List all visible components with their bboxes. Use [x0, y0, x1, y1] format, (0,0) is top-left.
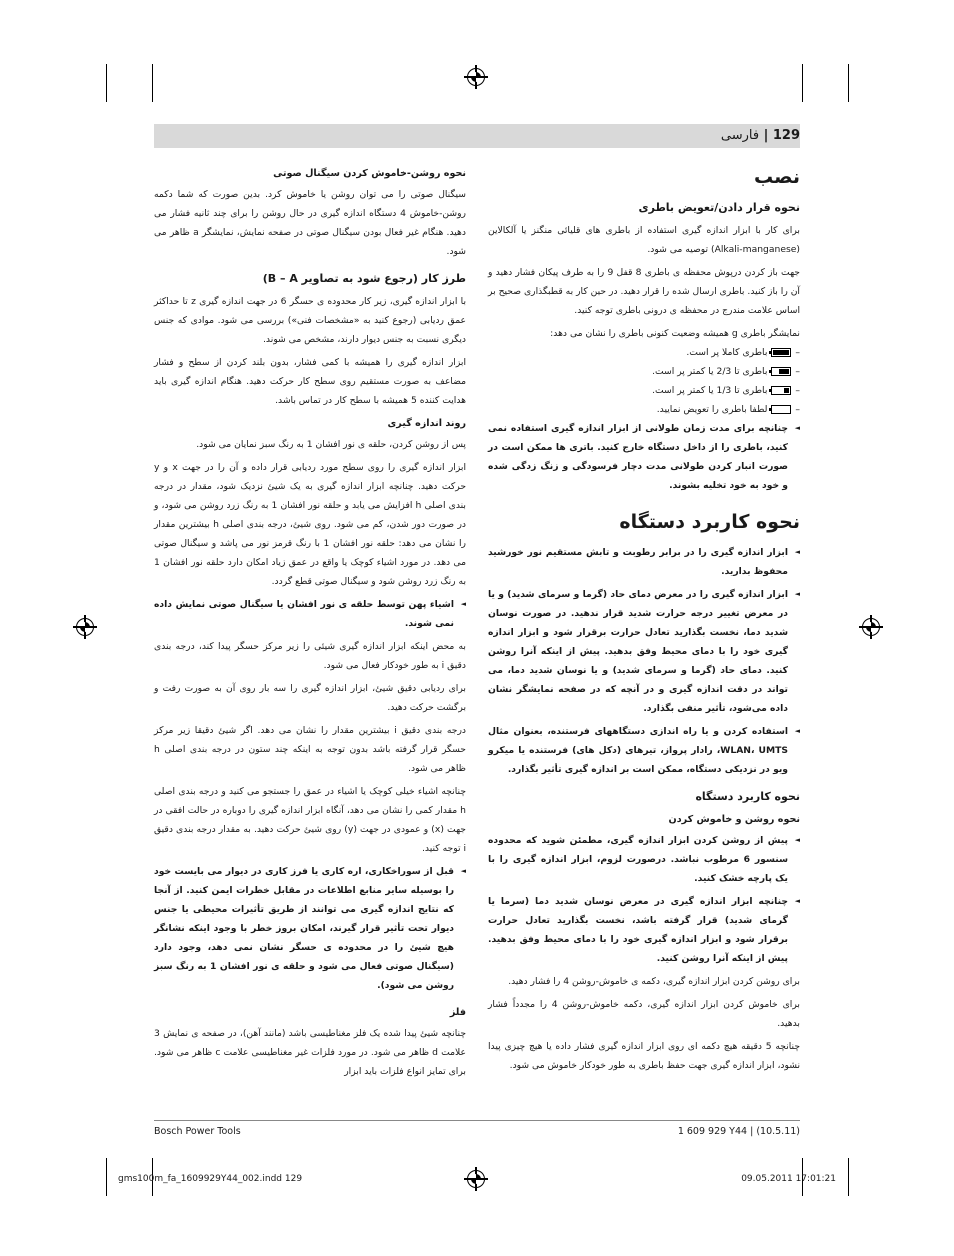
battery-status-label: لطفا باطری را تعویض نمایید. — [656, 404, 768, 415]
print-slug-file: gms100m_fa_1609929Y44_002.indd 129 — [118, 1174, 303, 1184]
paragraph: سیگنال صوتی را می توان روشن یا خاموش کرد. بدین صورت که شما دکمه روشن-خاموش 4 دستگاه اندازه گیری در حال روشن را برای چند ثانیه فشار می دهید. هنگام غیر فعال بودن سیگنال صوتی در صفحه نمایش، نمایشگر a ظاهر می شود. — [154, 189, 466, 257]
left-column — [154, 160, 466, 1085]
paragraph: چنانچه 5 دقیقه هیچ دکمه ای روی ابزار اندازه گیری فشار داده یا هیچ چیزی پیدا نشود، ابزار اندازه گیری جهت حفظ باطری به طور خودکار خاموش می شود. — [488, 1041, 800, 1071]
battery-icon — [771, 405, 791, 414]
paragraph: با ابزار اندازه گیری، زیر کار محدوده ی حسگر 6 در جهت اندازه گیری z تا حداکثر عمق ردیابی (رجوع کنید به «مشخصات فنی») بررسی می شود. موادی که جنس دیگری نسبت به جنس دیوار دارند، مشخص می شوند. — [154, 296, 466, 345]
battery-status-label: باطری تا 2/3 یا کمتر پر است. — [652, 366, 768, 377]
section-title-installation: نصب — [754, 166, 800, 188]
page-header: 129 | فارسی — [720, 128, 800, 143]
footer-brand: Bosch Power Tools — [154, 1126, 241, 1137]
section-title-usage: نحوه کاربرد دستگاه — [619, 511, 800, 533]
crop-mark — [802, 64, 803, 102]
measuring-procedure-heading: روند اندازه گیری — [387, 418, 466, 429]
paragraph: ابزار اندازه گیری را همیشه با کمی فشار، بدون بلند کردن از سطح و فشار مضاعف به صورت مستقیم روی سطح کار حرکت دهید. هنگام اندازه گیری باید هدایت کننده 5 همیشه با سطح کار در تماس باشد. — [154, 357, 466, 406]
registration-mark-icon — [467, 68, 485, 86]
paragraph: برای روشن کردن ابزار اندازه گیری، دکمه ی خاموش-روشن 4 را فشار دهید. — [508, 976, 800, 987]
paragraph: پس از روشن کردن، حلقه ی نور افشان 1 به رنگ سبز نمایان می شود. — [196, 439, 466, 450]
warning-note: ◄ پیش از روشن کردن ابزار اندازه گیری، مطمئن شوید که محدوده سنسور 6 مرطوب نباشد. درصورت لزوم، ابزار اندازه گیری را با یک پارچه خشک کنید. — [488, 831, 800, 888]
battery-icon — [771, 367, 791, 376]
warning-note: ◄ چنانچه ابزار اندازه گیری در معرض نوسان شدید دما (سرما یا گرمای شدید) قرار گرفته باشد، نخست بگذارید تعادل حرارت برقرار شود و ابزار اندازه گیری خود را با دمای محیط وفق بدهید. پیش از اینکه آنرا روشن کنید. — [488, 892, 800, 968]
paragraph: درجه بندی دقیق i بیشترین مقدار را نشان می دهد. اگر شیئ دقیقا زیر مرکز حسگر قرار گرفته باشد بدون توجه به اینکه چند ستون در درجه بندی اصلی h ظاهر می شود. — [154, 725, 466, 774]
page-header-bar — [154, 124, 800, 148]
paragraph: برای کار با ابزار اندازه گیری استفاده از باطری های قلیائی منگنز یا آلکالاین (Alkali-manganese) توصیه می شود. — [488, 225, 800, 255]
crop-mark — [848, 64, 849, 102]
paragraph: به محض اینکه ابزار اندازه گیری شیئی را زیر مرکز حسگر پیدا کند، درجه بندی دقیق i به طور خودکار فعال می شود. — [154, 641, 466, 671]
warning-note: ◄ قبل از سوراخکاری، اره کاری یا فرز کاری در دیوار می بایست خود را بوسیله سایر منابع اطلاعات در مقابل خطرات ایمن کنید. از آنجا که نتایج اندازه گیری می توانند از طریق تأثیرات محیطی یا جنس دیوار تحت تأثیر قرار گیرند، امکان بروز خطر با وجود اینکه نشانگر هیچ شیئ را در محدوده ی حسگر نشان نمی دهد، وجود دارد (سیگنال صوتی فعال می شود و حلقه ی نور افشان 1 به رنگ سبز روشن می شود). — [154, 862, 466, 995]
registration-mark-icon — [76, 618, 94, 636]
paragraph: برای خاموش کردن ابزار اندازه گیری، دکمه خاموش-روشن 4 را مجدداً فشار بدهید. — [488, 999, 800, 1029]
battery-status-item — [488, 362, 800, 381]
usage-heading: نحوه کاربرد دستگاه — [695, 790, 800, 803]
crop-mark — [152, 64, 153, 102]
signal-heading: نحوه روشن-خاموش کردن سیگنال صوتی — [273, 168, 466, 179]
paragraph: نمایشگر باطری g همیشه وضعیت کنونی باطری را نشان می دهد: — [550, 328, 800, 339]
battery-status-item — [488, 381, 800, 400]
on-off-heading: نحوه روشن و خاموش کردن — [668, 814, 800, 825]
battery-icon — [771, 386, 791, 395]
list-dash: – — [795, 347, 800, 358]
warning-note: ◄ استفاده کردن و یا راه اندازی دستگاههای فرستنده، بعنوان مثال WLAN، UMTS، رادار پرواز، تیرهای (دکل های) فرستنده یا میکرو ویو در نزدیکی دستگاه، ممکن است بر اندازه گیری تأثیر بگذارد. — [488, 722, 800, 779]
paragraph: برای ردیابی دقیق شیئ، ابزار اندازه گیری را سه بار روی آن به صورت رفت و برگشت حرکت دهید. — [154, 683, 466, 713]
battery-status-label: باطری تا 1/3 یا کمتر پر است. — [652, 385, 768, 396]
paragraph: چنانچه شیئ پیدا شده یک فلز مغناطیسی باشد (مانند آهن)، در صفحه ی نمایش 3 علامت d ظاهر می شود. در مورد فلزات غیر مغناطیسی علامت c ظاهر می شود. برای تمایز انواع فلزات باید ابزار — [154, 1028, 466, 1077]
warning-note: ◄ اشیاء پهن توسط حلقه ی نور افشان یا سیگنال صوتی نمایش داده نمی شوند. — [154, 595, 466, 633]
working-method-heading: طرز کار (رجوع شود به تصاویر B – A) — [262, 272, 466, 285]
metal-heading: فلز — [449, 1007, 466, 1018]
paragraph: ابزار اندازه گیری را روی سطح مورد ردیابی قرار داده و آن را در جهت x و y حرکت دهید. چنانچه ابزار اندازه گیری به یک شیئ نزدیک شود، مقدار در درجه بندی اصلی h افزایش می یابد و حلقه نور افشان 1 به رنگ زرد روشن می شود، و در صورت دور شدن، کم می شود. روی شیئ، درجه بندی اصلی h بیشترین مقدار را نشان می دهد: حلقه نور افشان 1 با رنگ قرمز نور می پاشد و سیگنال صوتی می دهد. در مورد اشیاء کوچک یا واقع در عمق زیاد امکان دارد حلقه نور افشان 1 به رنگ زرد روشن شود و سیگنال صوتی قطع گردد. — [154, 462, 466, 587]
right-column — [488, 160, 800, 1079]
crop-mark — [106, 1158, 107, 1196]
paragraph: جهت باز کردن درپوش محفظه ی باطری 8 قفل 9 را به طرف پیکان فشار دهید و آن را باز کنید. باطری ارسال شده را قرار دهید. در حین کار به قطبگذاری صحیح بر اساس علامت مندرج در محفظه ی درونی باطری توجه کنید. — [488, 267, 800, 316]
list-dash: – — [795, 385, 800, 396]
page-number: 129 — [772, 128, 800, 143]
warning-note: ◄ چنانچه برای مدت زمان طولانی از ابزار اندازه گیری استفاده نمی کنید، باطری را از داخل دستگاه خارج کنید. باتری ها ممکن است در صورت انبار کردن طولانی مدت دچار فرسودگی و زنگ زدگی شده و خود به خود تخلیه بشوند. — [488, 419, 800, 495]
registration-mark-icon — [862, 618, 880, 636]
list-dash: – — [795, 404, 800, 415]
language-label: فارسی — [720, 128, 760, 143]
registration-mark-icon — [467, 1170, 485, 1188]
footer-rule — [154, 1120, 800, 1121]
battery-icon — [771, 348, 791, 357]
battery-status-item — [488, 343, 800, 362]
paragraph: چنانچه اشیاء خیلی کوچک یا اشیاء در عمق را جستجو می کنید و درجه بندی اصلی h مقدار کمی را نشان می دهد، آنگاه ابزار اندازه گیری را دوباره در حالت افقی در جهت (x) و عمودی در جهت (y) روی شیئ حرکت دهید. به مقدار درجه بندی دقیق i توجه کنید. — [154, 786, 466, 854]
warning-note: ◄ ابزار اندازه گیری را در برابر رطوبت و تابش مستقیم نور خورشید محفوظ بدارید. — [488, 543, 800, 581]
print-slug-date: 09.05.2011 17:01:21 — [741, 1174, 836, 1184]
warning-note: ◄ ابزار اندازه گیری را در معرض دمای حاد (گرما و سرمای شدید) و یا در معرض تغییر درجه حرارت شدید قرار ندهید. در صورت نوسان شدید دما، نخست بگذارید تعادل حرارت برقرار شود و ابزار اندازه گیری خود را با دمای محیط وفق بدهید. پیش از اینکه آنرا روشن کنید. دمای حاد (گرما و سرمای شدید) و یا نوسان شدید دما، می تواند در دقت اندازه گیری و در آنچه که در صفحه نمایشگر نشان داده می‌شود، تأثیر منفی بگذارد. — [488, 585, 800, 718]
crop-mark — [106, 64, 107, 102]
battery-heading: نحوه قرار دادن/تعویض باطری — [638, 201, 800, 214]
crop-mark — [848, 1158, 849, 1196]
list-dash: – — [795, 366, 800, 377]
battery-status-label: باطری کاملا پر است. — [686, 347, 768, 358]
battery-indicator-list — [488, 343, 800, 419]
footer-doc-number: 1 609 929 Y44 | (10.5.11) — [677, 1126, 800, 1137]
battery-status-item — [488, 400, 800, 419]
